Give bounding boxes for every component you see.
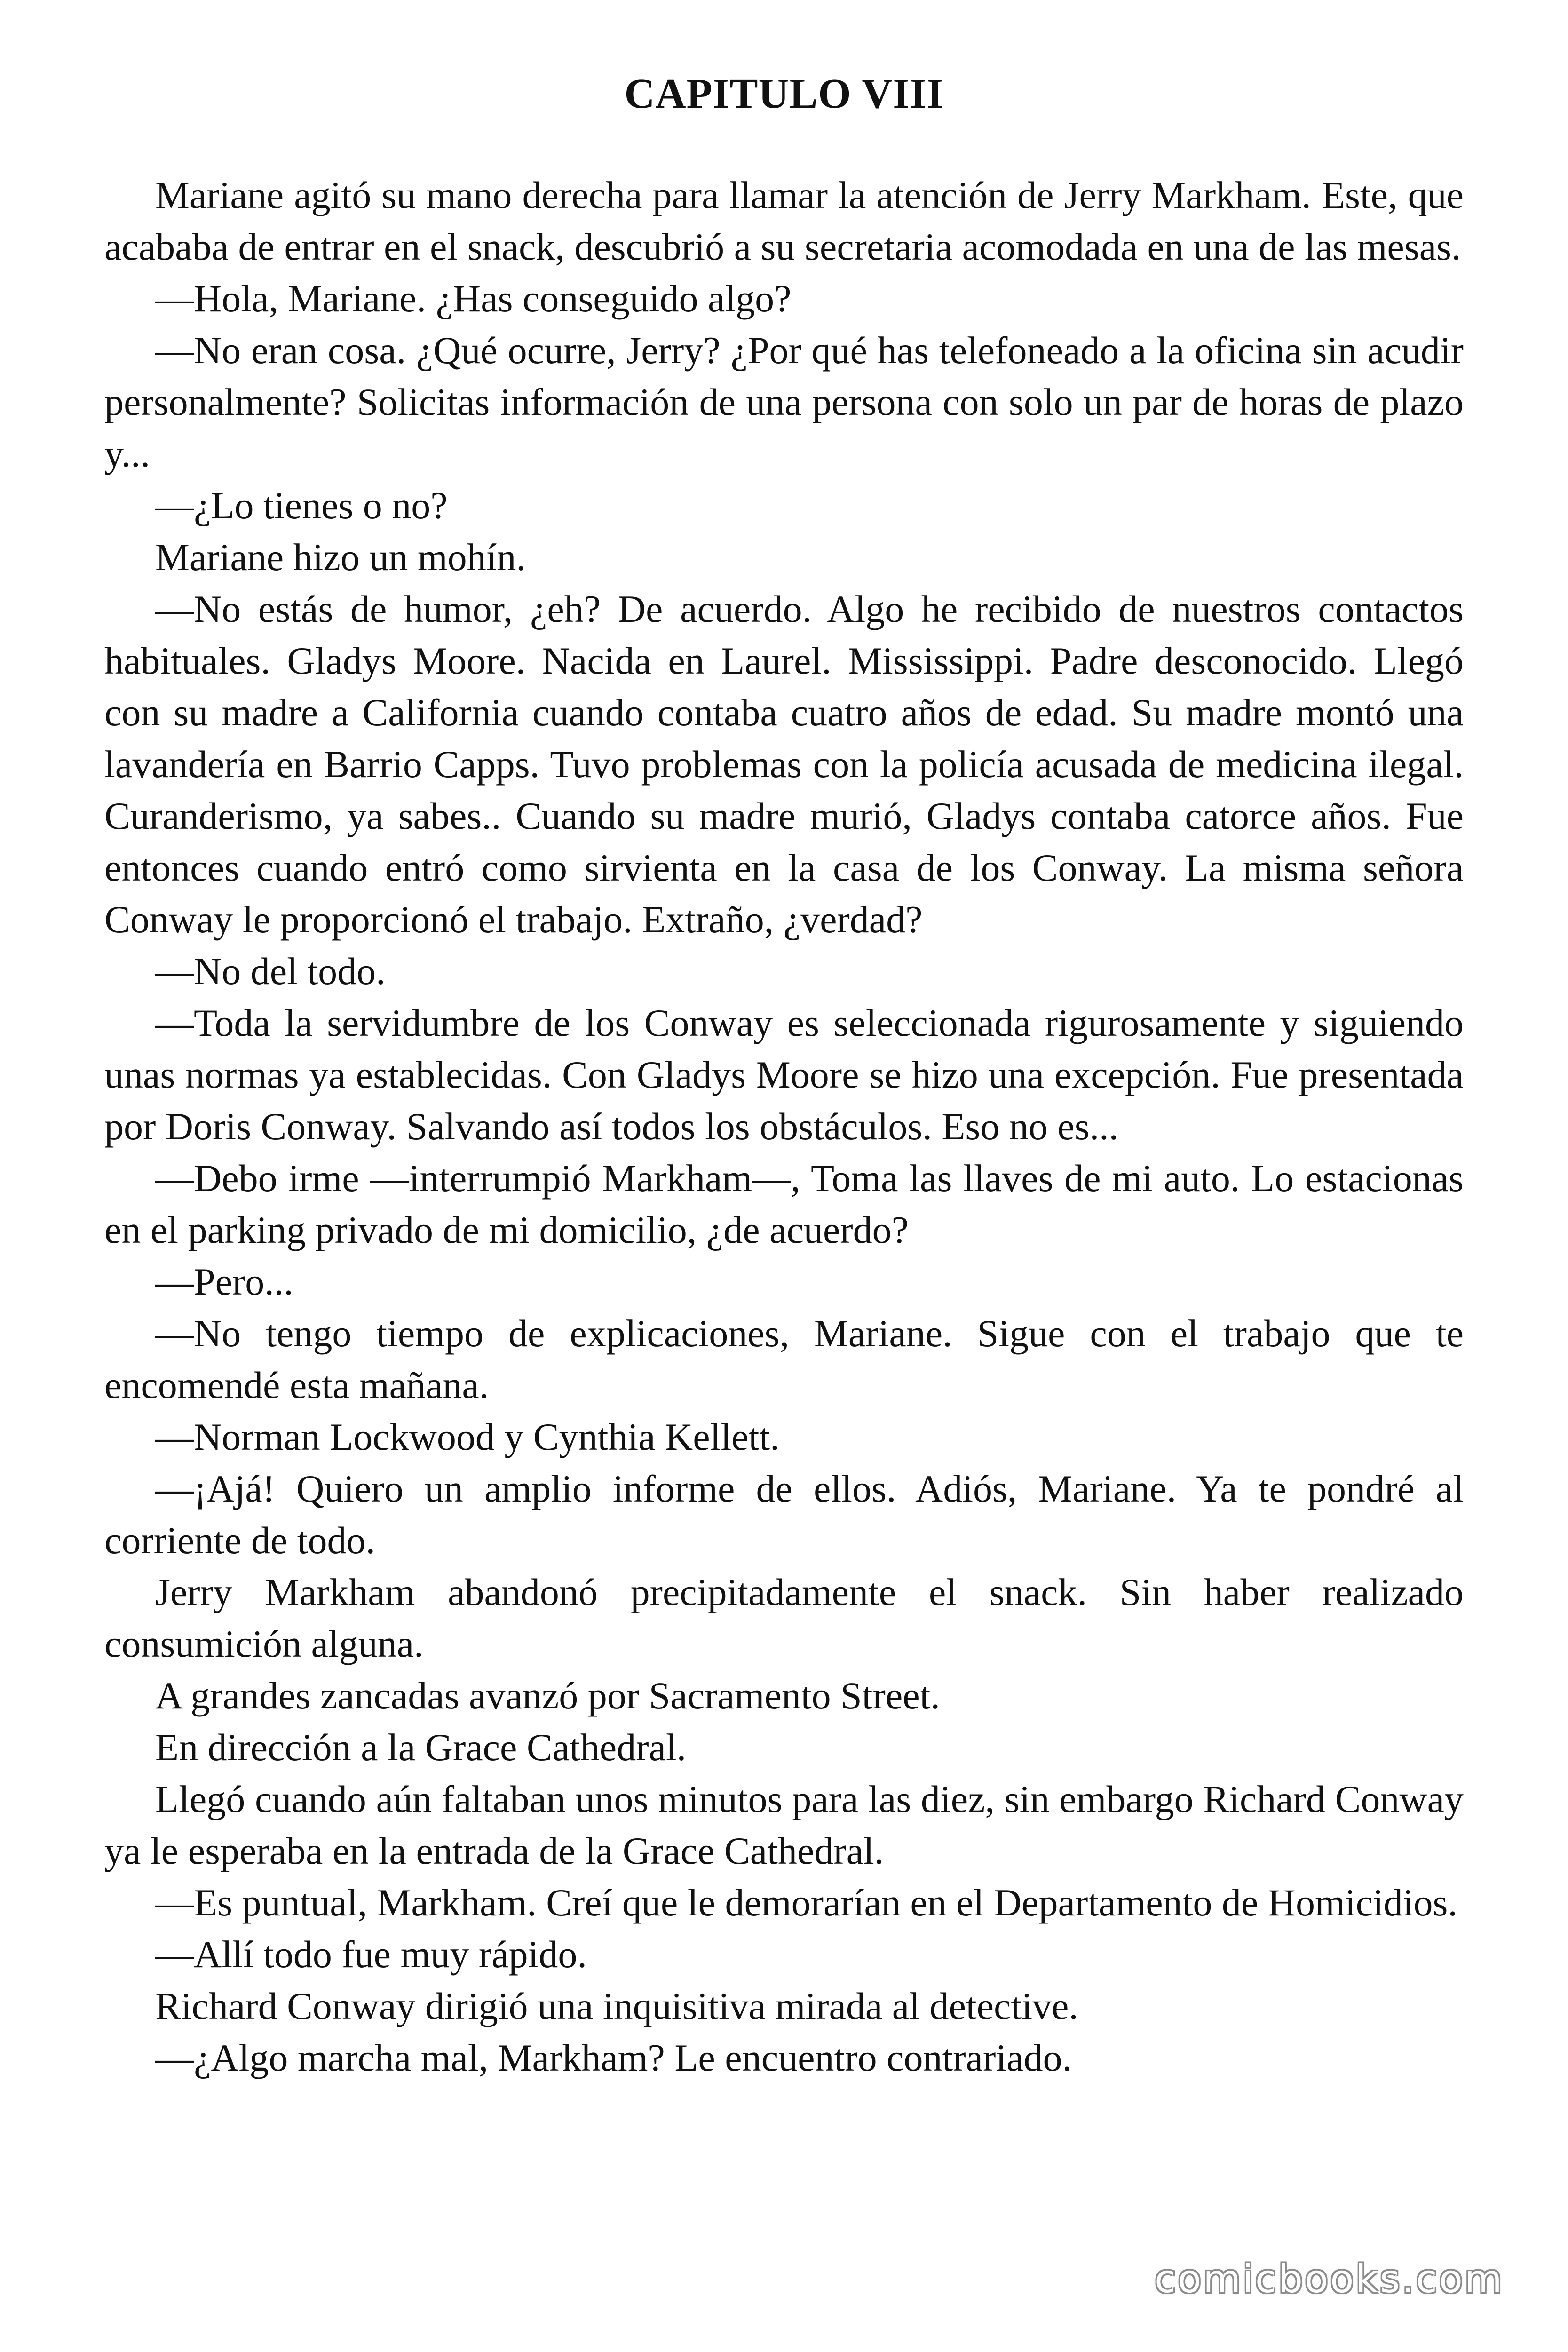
page-body — [104, 169, 1464, 2084]
paragraph: —No estás de humor, ¿eh? De acuerdo. Algo he recibido de nuestros contactos habituales. Gladys Moore. Nacida en Laurel. Mississippi. Padre desconocido. Llegó con su madre a California cuando contaba cuatro años de edad. Su madre montó una lavandería en Barrio Capps. Tuvo problemas con la policía acusada de medicina ilegal. Curanderismo, ya sabes.. Cuando su madre murió, Gladys contaba catorce años. Fue entonces cuando entró como sirvienta en la casa de los Conway. La misma señora Conway le proporcionó el trabajo. Extraño, ¿verdad? — [104, 588, 1464, 941]
paragraph: —¡Ajá! Quiero un amplio informe de ellos. Adiós, Mariane. Ya te pondré al corriente de todo. — [104, 1467, 1464, 1562]
paragraph: —Debo irme —interrumpió Markham—, Toma las llaves de mi auto. Lo estacionas en el parking privado de mi domicilio, ¿de acuerdo? — [104, 1157, 1464, 1251]
paragraph: —No del todo. — [155, 950, 386, 993]
paragraph: —¿Lo tienes o no? — [155, 484, 448, 527]
paragraph: Richard Conway dirigió una inquisitiva mirada al detective. — [155, 1985, 1078, 2027]
paragraph: —No eran cosa. ¿Qué ocurre, Jerry? ¿Por qué has telefoneado a la oficina sin acudir personalmente? Solicitas información de una persona con solo un par de horas de plazo y... — [104, 329, 1464, 475]
paragraph: —Allí todo fue muy rápido. — [155, 1933, 587, 1976]
paragraph: —Hola, Mariane. ¿Has conseguido algo? — [155, 277, 792, 320]
paragraph: Mariane agitó su mano derecha para llamar la atención de Jerry Markham. Este, que acababa de entrar en el snack, descubrió a su secretaria acomodada en una de las mesas. — [104, 174, 1464, 268]
paragraph: Llegó cuando aún faltaban unos minutos para las diez, sin embargo Richard Conway ya le esperaba en la entrada de la Grace Cathedral. — [104, 1778, 1464, 1872]
paragraph: —¿Algo marcha mal, Markham? Le encuentro contrariado. — [155, 2036, 1072, 2079]
watermark: comicbooks.com — [1155, 2257, 1504, 2302]
paragraph: En dirección a la Grace Cathedral. — [155, 1726, 687, 1769]
paragraph: A grandes zancadas avanzó por Sacramento Street. — [155, 1674, 940, 1717]
paragraph: —Toda la servidumbre de los Conway es seleccionada rigurosamente y siguiendo unas normas ya establecidas. Con Gladys Moore se hizo una excepción. Fue presentada por Doris Conway. Salvando así todos los obstáculos. Eso no es... — [104, 1001, 1464, 1148]
paragraph: —Norman Lockwood y Cynthia Kellett. — [155, 1415, 780, 1458]
paragraph: —No tengo tiempo de explicaciones, Mariane. Sigue con el trabajo que te encomendé esta mañana. — [104, 1312, 1464, 1406]
paragraph: —Pero... — [155, 1260, 293, 1303]
chapter-title: CAPITULO VIII — [624, 71, 944, 117]
paragraph: Mariane hizo un mohín. — [155, 536, 526, 579]
paragraph: —Es puntual, Markham. Creí que le demorarían en el Departamento de Homicidios. — [155, 1881, 1457, 1924]
paragraph: Jerry Markham abandonó precipitadamente el snack. Sin haber realizado consumición alguna. — [104, 1571, 1464, 1665]
